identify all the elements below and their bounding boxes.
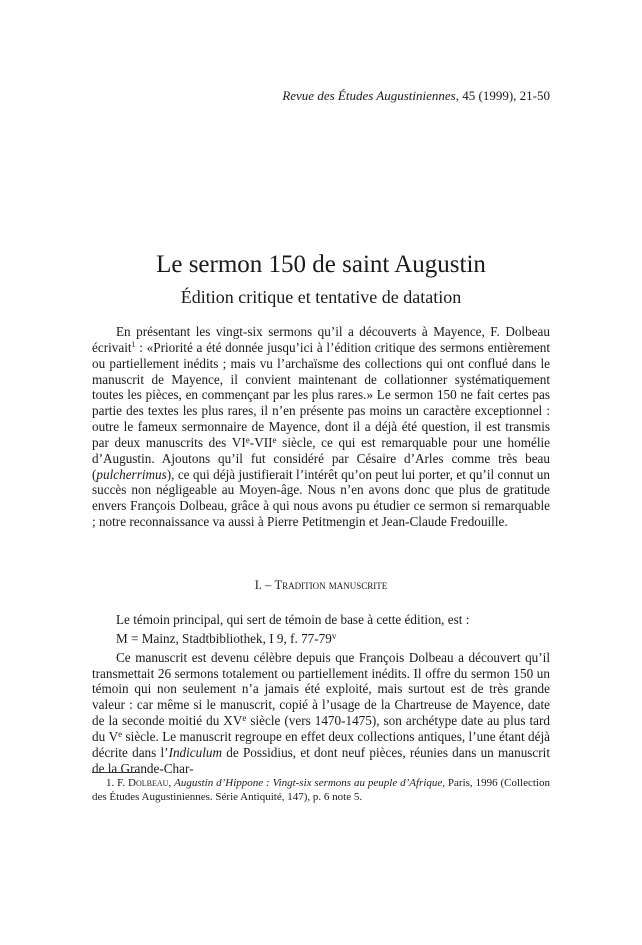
footnote-book-title: Augustin d’Hippone : Vingt-six sermons au peuple d’Afrique xyxy=(174,777,443,789)
century-xv-sup: e xyxy=(242,713,247,724)
footnote-citation: , Paris, 1996 (Collection des Études Augustiniennes. Série Antiquité, 147), p. 6 note 5. xyxy=(92,777,550,803)
ms-text-b: siècle (vers 1470-1475), son archétype date au plus tard du xyxy=(92,713,550,744)
century-dash: - xyxy=(249,434,255,450)
intro-text-a: En présentant les vingt-six sermons qu’il a découverts à Mayence, F. Dolbeau écrivait xyxy=(92,324,550,355)
witness-intro-line: Le témoin principal, qui sert de témoin de base à cette édition, est : xyxy=(116,612,470,627)
section-heading xyxy=(92,578,550,593)
century-vi-sup: e xyxy=(245,434,250,445)
section-title: Tradition manuscrite xyxy=(274,578,388,592)
century-vii: VII xyxy=(254,434,273,450)
ms-text-a: Ce manuscrit est devenu célèbre depuis que François Dolbeau a découvert qu’il transmettait 26 sermons totalement ou partiellement inédits. Il offre du sermon 150 un témoin qui non seulement n’a jamais été exploité, mais surtout est de très grande valeur : car même si le manuscrit, copié à l’usage de la Chartreuse de Mayence, date de la seconde moitié du xyxy=(92,649,550,729)
title-block xyxy=(92,250,550,308)
century-v: V xyxy=(108,728,119,744)
century-v-sup: e xyxy=(118,728,123,739)
intro-text-c: siècle, ce qui est remarquable pour une homélie d’Augustin. Ajoutons qu’il fut considéré par Césaire d’Arles comme très beau ( xyxy=(92,434,550,482)
ms-text-c: siècle. Le manuscrit regroupe en effet deux collections antiques, l’une étant déjà décrite dans l’ xyxy=(92,728,551,760)
century-xv: XV xyxy=(223,713,243,729)
footnote-author: Dolbeau xyxy=(128,777,169,789)
ms-text-d: de Possidius, et dont neuf pièces, réunies dans un manuscrit de la Grande-Char- xyxy=(92,744,550,776)
century-vii-sup: e xyxy=(272,434,277,445)
page-subtitle: Édition critique et tentative de datation xyxy=(180,287,462,307)
century-vi: VI xyxy=(231,434,246,450)
journal-details: , 45 (1999), 21-50 xyxy=(455,88,550,103)
intro-text-d: ), ce qui déjà justifierait l’intérêt qu’on peut lui porter, et qu’il connut un succès non négligeable au Moyen-âge. Nous n’en avons donc que plus de gratitude envers François Dolbeau, grâce à qui nous avons pu étudier ce sermon si remarquable ; notre reconnaissance va aussi à Pierre Petitmengin et Jean-Claude Fredouille. xyxy=(92,466,550,530)
footnote-comma: , xyxy=(168,777,175,789)
manuscript-paragraph xyxy=(92,650,550,777)
intro-section xyxy=(92,324,550,530)
witness-line xyxy=(92,631,550,647)
journal-title: Revue des Études Augustiniennes xyxy=(282,88,456,103)
witness-text: M = Mainz, Stadtbibliothek, I 9, f. 77-79 xyxy=(116,630,332,646)
footnote-divider xyxy=(92,772,140,773)
intro-paragraph xyxy=(92,324,550,530)
footnote-1 xyxy=(92,776,550,804)
indiculum-title: Indiculum xyxy=(168,744,223,760)
section-body xyxy=(92,612,550,776)
running-head xyxy=(240,88,550,104)
latin-term: pulcherrimus xyxy=(96,466,167,482)
page-title: Le sermon 150 de saint Augustin xyxy=(156,251,486,278)
folio-verso-sup: v xyxy=(331,630,337,641)
footnote-ref-1[interactable]: 1 xyxy=(131,339,136,349)
section-number: I. – xyxy=(254,578,275,592)
intro-text-b: : «Priorité a été donnée jusqu’ici à l’édition critique des sermons entièrement ou partiellement inédits ; mais vu l’archaïsme des collections qui ont conflué dans le manuscrit de Mayence, il convient maintenant de collationner systématiquement toutes les pièces, en commençant par les plus rares.» Le sermon 150 ne fait certes pas partie des textes les plus rares, il n’en présente pas moins un caractère exceptionnel : outre le fameux sermonnaire de Mayence, dont il a déjà été question, il est transmis par deux manuscrits des xyxy=(92,339,550,450)
footnote-marker: 1. F. xyxy=(106,777,129,789)
